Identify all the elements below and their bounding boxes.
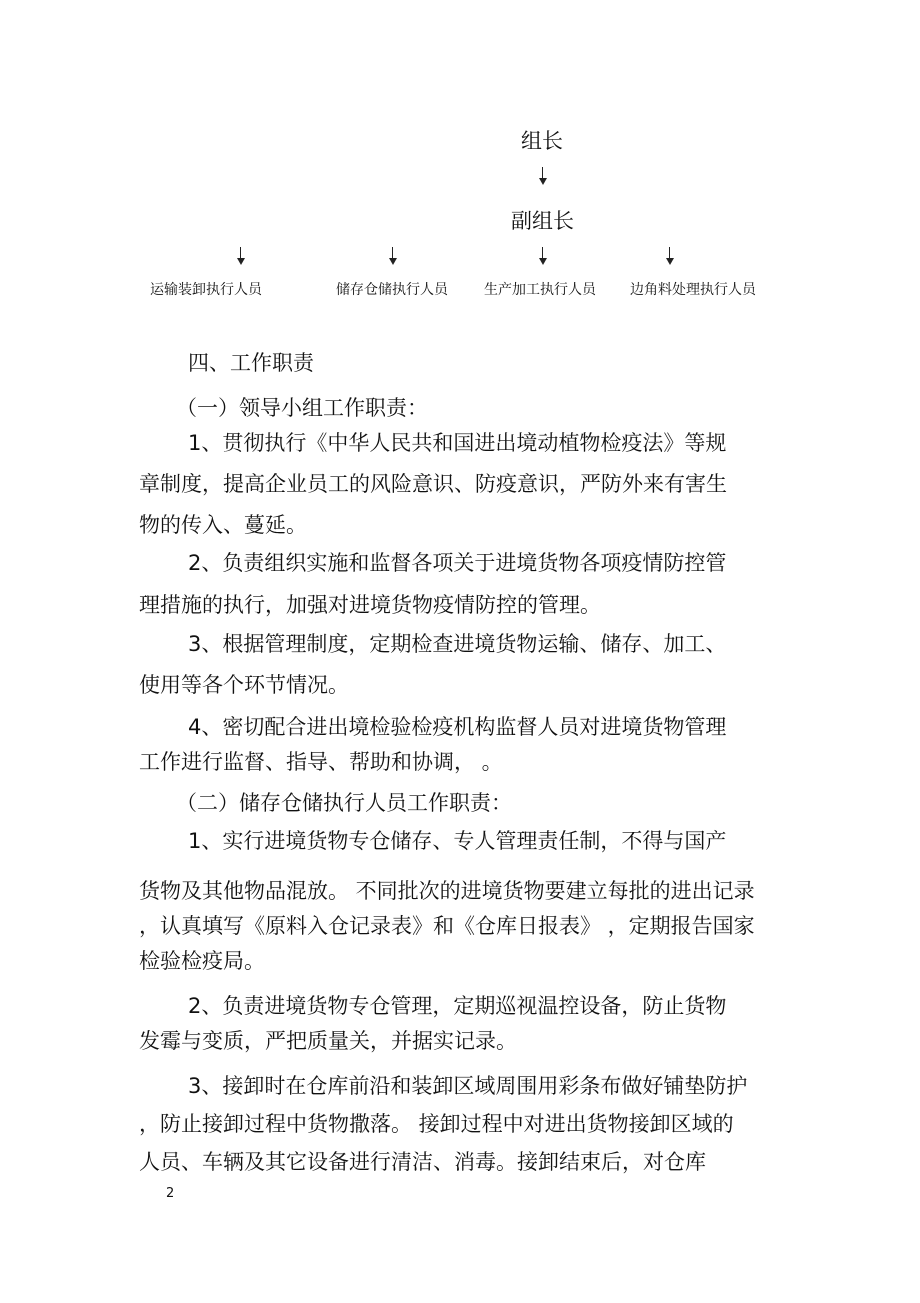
org-team-storage: 储存仓储执行人员 (336, 282, 448, 298)
subsection-heading-1: （一）领导小组工作职责： (176, 396, 428, 420)
item-line: 2、负责组织实施和监督各项关于进境货物各项疫情防控管 (188, 551, 727, 575)
item-line: 人员、车辆及其它设备进行清洁、消毒。接卸结束后，对仓库 (139, 1150, 706, 1174)
subsection-heading-2: （二）储存仓储执行人员工作职责： (176, 791, 512, 815)
down-arrow-icon (386, 247, 400, 265)
item-line: ，认真填写《原料入仓记录表》和《仓库日报表》 ，定期报告国家 (139, 914, 755, 938)
item-line: 3、根据管理制度，定期检查进境货物运输、储存、加工、 (188, 632, 727, 656)
section-heading: 四、工作职责 (188, 351, 314, 375)
item-line: 3、接卸时在仓库前沿和装卸区域周围用彩条布做好铺垫防护 (188, 1074, 748, 1098)
item-line: 理措施的执行，加强对进境货物疫情防控的管理。 (139, 593, 601, 617)
down-arrow-icon (536, 247, 550, 265)
item-line: 工作进行监督、指导、帮助和协调， 。 (139, 750, 503, 774)
org-deputy: 副组长 (511, 209, 574, 233)
item-line: ，防止接卸过程中货物撒落。 接卸过程中对进出货物接卸区域的 (139, 1112, 734, 1136)
down-arrow-icon (536, 167, 550, 185)
page-number: 2 (166, 1186, 175, 1201)
item-line: 物的传入、蔓延。 (139, 513, 307, 537)
item-line: 1、实行进境货物专仓储存、专人管理责任制，不得与国产 (188, 829, 727, 853)
item-line: 使用等各个环节情况。 (139, 673, 349, 697)
item-line: 检验检疫局。 (139, 949, 265, 973)
org-team-production: 生产加工执行人员 (484, 282, 596, 298)
org-team-transport: 运输装卸执行人员 (150, 282, 262, 298)
item-line: 1、贯彻执行《中华人民共和国进出境动植物检疫法》等规 (188, 431, 727, 455)
item-line: 发霉与变质，严把质量关，并据实记录。 (139, 1029, 517, 1053)
item-line: 2、负责进境货物专仓管理，定期巡视温控设备，防止货物 (188, 994, 727, 1018)
down-arrow-icon (234, 247, 248, 265)
org-leader: 组长 (521, 129, 563, 153)
down-arrow-icon (663, 247, 677, 265)
item-line: 4、密切配合进出境检验检疫机构监督人员对进境货物管理 (188, 715, 727, 739)
item-line: 章制度，提高企业员工的风险意识、防疫意识，严防外来有害生 (139, 472, 727, 496)
org-team-scrap: 边角料处理执行人员 (630, 282, 756, 298)
item-line: 货物及其他物品混放。 不同批次的进境货物要建立每批的进出记录 (139, 879, 755, 903)
